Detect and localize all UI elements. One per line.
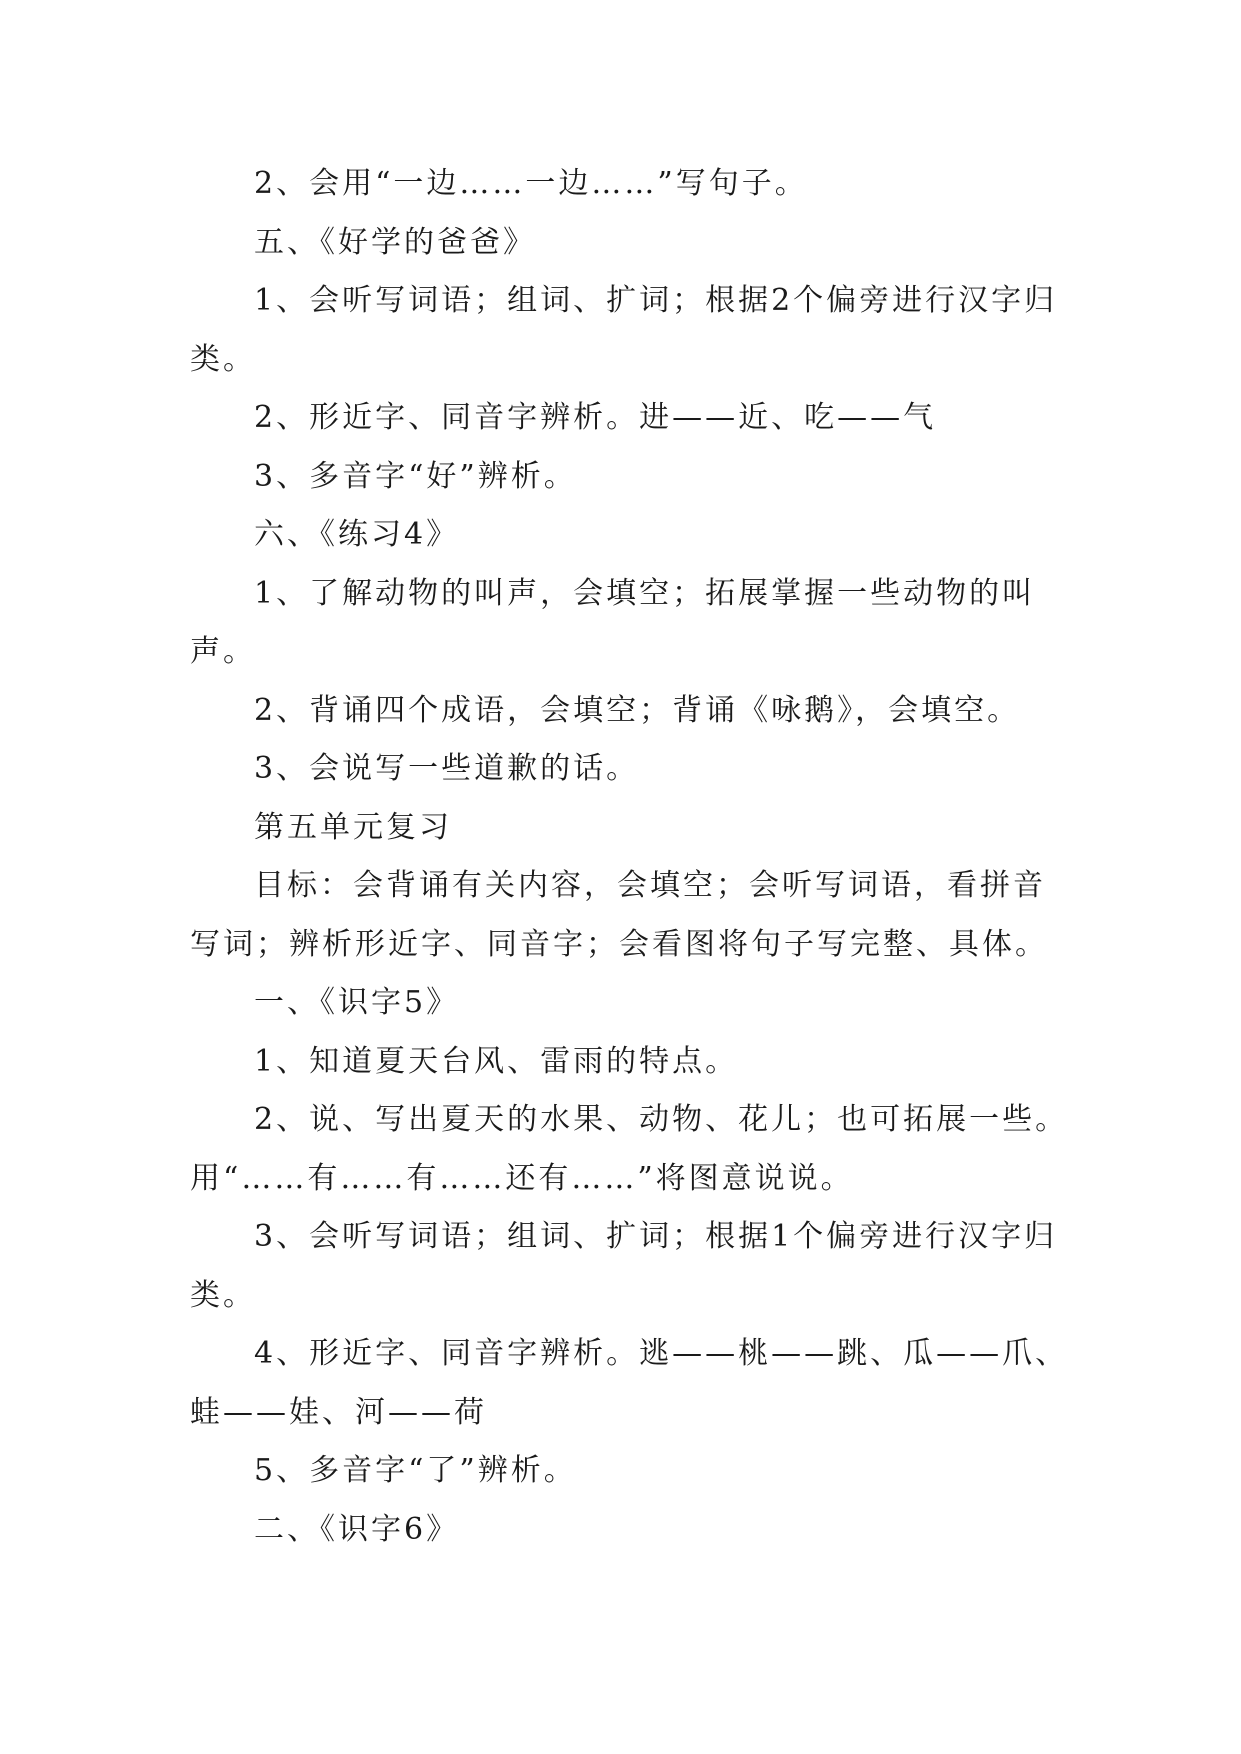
paragraph: 1、会听写词语；组词、扩词；根据2个偏旁进行汉字归类。 <box>190 283 1058 377</box>
section-heading: 六、《练习4》 <box>254 517 460 552</box>
paragraph: 目标：会背诵有关内容，会填空；会听写词语，看拼音写词；辨析形近字、同音字；会看图将句子写完整、具体。 <box>190 868 1048 962</box>
paragraph: 5、多音字“了”辨析。 <box>254 1453 577 1488</box>
paragraph: 2、会用“一边……一边……”写句子。 <box>254 166 808 201</box>
unit-heading: 第五单元复习 <box>254 809 452 845</box>
paragraph: 3、多音字“好”辨析。 <box>254 458 577 494</box>
paragraph: 2、说、写出夏天的水果、动物、花儿；也可拓展一些。用“……有……有……还有……”将图意说说。 <box>190 1102 1069 1196</box>
document-body <box>190 155 1070 1559</box>
paragraph: 4、形近字、同音字辨析。逃——桃——跳、瓜——爪、蛙——娃、河——荷 <box>190 1336 1069 1430</box>
paragraph: 2、形近字、同音字辨析。进——近、吃——气 <box>254 400 937 435</box>
paragraph: 1、了解动物的叫声，会填空；拓展掌握一些动物的叫声。 <box>190 575 1036 669</box>
section-heading: 一、《识字5》 <box>254 985 460 1020</box>
paragraph: 1、知道夏天台风、雷雨的特点。 <box>254 1043 739 1079</box>
paragraph: 3、会听写词语；组词、扩词；根据1个偏旁进行汉字归类。 <box>190 1219 1058 1313</box>
section-heading: 二、《识字6》 <box>254 1511 460 1547</box>
paragraph: 2、背诵四个成语，会填空；背诵《咏鹅》，会填空。 <box>254 692 1021 728</box>
section-heading: 五、《好学的爸爸》 <box>254 224 536 260</box>
paragraph: 3、会说写一些道歉的话。 <box>254 751 640 786</box>
